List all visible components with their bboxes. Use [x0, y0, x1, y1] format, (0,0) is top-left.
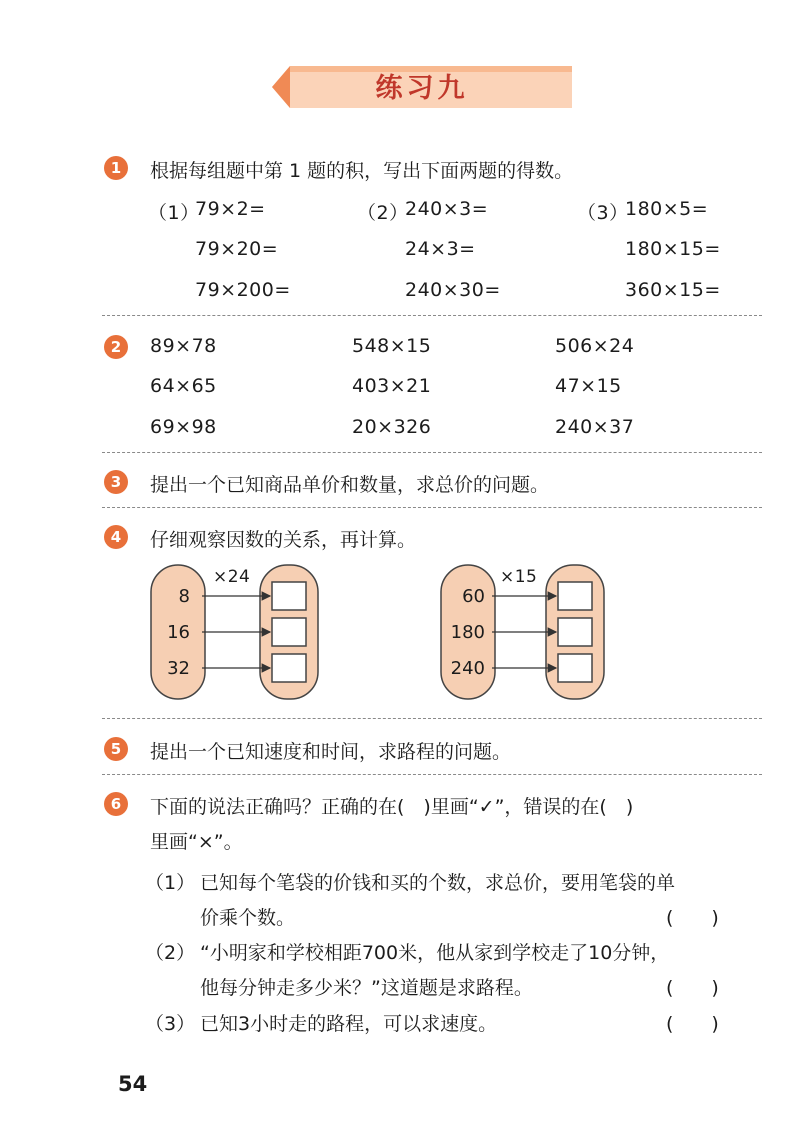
diagram-input-value: 60: [462, 586, 485, 607]
diagram-input-value: 32: [167, 658, 190, 679]
answer-box[interactable]: [558, 582, 592, 610]
answer-parentheses[interactable]: ( ): [666, 977, 719, 999]
diagram-input-value: 180: [450, 622, 485, 643]
q6-item-2-label: （2）: [145, 942, 196, 964]
q2-expression: 69×98: [150, 416, 217, 438]
question-6-text-line-2: 里画“×”。: [150, 831, 243, 853]
q2-expression: 240×37: [555, 416, 635, 438]
question-2-badge: 2: [104, 335, 128, 359]
q6-item-3-label: （3）: [145, 1013, 196, 1035]
question-6-text-line-1: 下面的说法正确吗？正确的在( )里画“✓”，错误的在( ): [150, 796, 634, 818]
answer-box[interactable]: [272, 654, 306, 682]
answer-parentheses[interactable]: ( ): [666, 907, 719, 929]
multiplier-label: ×15: [500, 567, 538, 587]
q1-group-3-label: （3）: [577, 202, 629, 224]
answer-box[interactable]: [558, 618, 592, 646]
divider: [102, 718, 762, 719]
q1-group-2-item: 240×3=: [405, 198, 489, 220]
title-banner: [272, 62, 572, 112]
q1-group-1-item: 79×200=: [195, 279, 291, 301]
answer-box[interactable]: [558, 654, 592, 682]
q2-expression: 89×78: [150, 335, 217, 357]
q1-group-1-item: 79×2=: [195, 198, 266, 220]
question-5-text: 提出一个已知速度和时间，求路程的问题。: [150, 741, 512, 763]
multiplier-label: ×24: [213, 567, 251, 587]
q2-expression: 506×24: [555, 335, 635, 357]
page-title: 练习九: [375, 73, 469, 104]
question-1-badge: 1: [104, 156, 128, 180]
divider: [102, 452, 762, 453]
q6-item-2-text: “小明家和学校相距700米，他从家到学校走了10分钟，: [200, 942, 670, 964]
diagram-input-value: 16: [167, 622, 190, 643]
q2-expression: 548×15: [352, 335, 432, 357]
q1-group-2-label: （2）: [357, 202, 409, 224]
diagram-input-value: 240: [450, 658, 485, 679]
question-5-badge: 5: [104, 737, 128, 761]
q1-group-1-label: （1）: [148, 202, 200, 224]
q6-item-2-text-2: 他每分钟走多少米？”这道题是求路程。: [200, 977, 533, 999]
divider: [102, 507, 762, 508]
answer-parentheses[interactable]: ( ): [666, 1013, 719, 1035]
q1-group-1-item: 79×20=: [195, 238, 279, 260]
q6-item-3-text: 已知3小时走的路程，可以求速度。: [200, 1013, 498, 1035]
divider: [102, 315, 762, 316]
question-3-badge: 3: [104, 470, 128, 494]
q1-group-2-item: 24×3=: [405, 238, 476, 260]
q2-expression: 403×21: [352, 375, 432, 397]
q2-expression: 47×15: [555, 375, 622, 397]
question-4-text: 仔细观察因数的关系，再计算。: [150, 529, 417, 551]
page-number: 54: [118, 1072, 148, 1096]
question-4-badge: 4: [104, 525, 128, 549]
question-6-badge: 6: [104, 792, 128, 816]
q6-item-1-text-2: 价乘个数。: [200, 907, 296, 929]
q6-item-1-text: 已知每个笔袋的价钱和买的个数，求总价，要用笔袋的单: [200, 872, 676, 894]
answer-box[interactable]: [272, 618, 306, 646]
divider: [102, 774, 762, 775]
q2-expression: 64×65: [150, 375, 217, 397]
question-3-text: 提出一个已知商品单价和数量，求总价的问题。: [150, 474, 550, 496]
q1-group-3-item: 180×5=: [625, 198, 709, 220]
q6-item-1-label: （1）: [145, 872, 196, 894]
diagram-input-value: 8: [178, 586, 190, 607]
q2-expression: 20×326: [352, 416, 432, 438]
answer-box[interactable]: [272, 582, 306, 610]
q1-group-3-item: 180×15=: [625, 238, 721, 260]
question-1-text: 根据每组题中第 1 题的积，写出下面两题的得数。: [150, 160, 574, 182]
q1-group-2-item: 240×30=: [405, 279, 501, 301]
q1-group-3-item: 360×15=: [625, 279, 721, 301]
